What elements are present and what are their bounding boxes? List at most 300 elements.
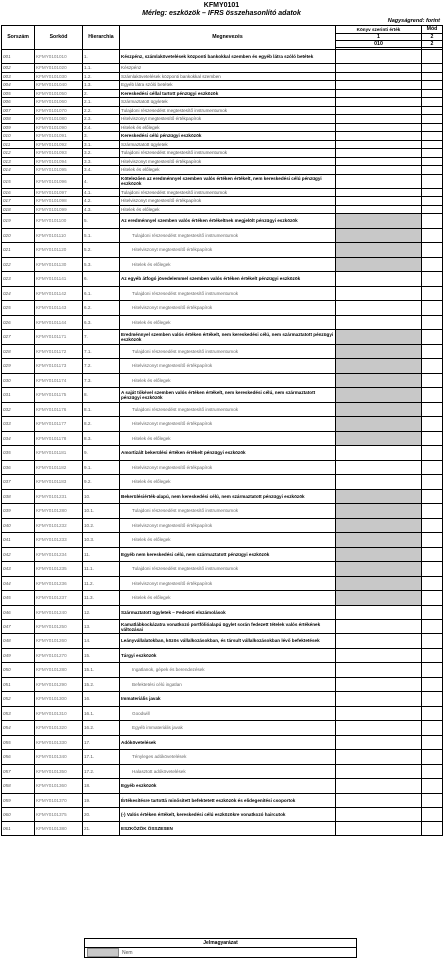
row-description: Hitelviszonyt megtestesítő értékpapírok — [120, 576, 336, 591]
row-description: Az eredménnyel szemben valós értéken értékeltnek megjelölt pénzügyi eszközök — [120, 214, 336, 229]
row-code: KFMY0101235 — [35, 562, 83, 577]
value-cell[interactable] — [336, 591, 422, 606]
mod-cell[interactable] — [422, 344, 443, 359]
row-code: KFMY0101142 — [35, 286, 83, 301]
row-description: Hitelviszonyt megtestesítő értékpapírok — [120, 417, 336, 432]
row-hierarchy: 18. — [83, 779, 120, 794]
mod-cell[interactable] — [422, 721, 443, 736]
mod-cell[interactable] — [422, 166, 443, 175]
value-cell[interactable] — [336, 157, 422, 166]
mod-cell[interactable] — [422, 431, 443, 446]
mod-cell[interactable] — [422, 140, 443, 149]
row-code: KFMY0101237 — [35, 591, 83, 606]
row-description: Hitelek és előlegek — [120, 257, 336, 272]
row-hierarchy: 16. — [83, 692, 120, 707]
mod-cell[interactable] — [422, 89, 443, 98]
col-konyv-num: 1 — [336, 34, 422, 41]
row-number: 002 — [2, 64, 35, 73]
row-number: 055 — [2, 735, 35, 750]
row-number: 060 — [2, 807, 35, 821]
table-row — [2, 123, 443, 132]
mod-cell[interactable] — [422, 81, 443, 90]
mod-cell[interactable] — [422, 315, 443, 330]
row-description: Származtatott ügyletek — [120, 98, 336, 107]
row-description: Goodwill — [120, 706, 336, 721]
value-cell[interactable] — [336, 533, 422, 548]
mod-cell[interactable] — [422, 663, 443, 678]
row-number: 029 — [2, 359, 35, 374]
row-number: 027 — [2, 330, 35, 345]
row-description: Tulajdoni részesedést megtestesítő instrumentumok — [120, 344, 336, 359]
table-row — [2, 735, 443, 750]
value-cell[interactable] — [336, 272, 422, 287]
table-row — [2, 518, 443, 533]
row-hierarchy: 2.4. — [83, 123, 120, 132]
mod-cell[interactable] — [422, 460, 443, 475]
value-cell[interactable] — [336, 446, 422, 461]
value-cell[interactable] — [336, 344, 422, 359]
table-row — [2, 460, 443, 475]
mod-cell[interactable] — [422, 228, 443, 243]
row-code: KFMY0101100 — [35, 214, 83, 229]
mod-cell[interactable] — [422, 591, 443, 606]
row-number: 036 — [2, 460, 35, 475]
table-row — [2, 779, 443, 794]
value-cell[interactable] — [336, 197, 422, 206]
row-code: KFMY0101092 — [35, 140, 83, 149]
value-cell[interactable] — [336, 504, 422, 519]
value-cell[interactable] — [336, 807, 422, 821]
mod-cell[interactable] — [422, 115, 443, 124]
row-number: 022 — [2, 257, 35, 272]
table-row — [2, 205, 443, 214]
mod-cell[interactable] — [422, 286, 443, 301]
table-row — [2, 344, 443, 359]
row-hierarchy: 13. — [83, 620, 120, 634]
row-number: 051 — [2, 677, 35, 692]
row-hierarchy: 9.1. — [83, 460, 120, 475]
value-cell[interactable] — [336, 692, 422, 707]
row-description: Egyéb látra szóló betétek — [120, 81, 336, 90]
row-code: KFMY0101182 — [35, 460, 83, 475]
row-code: KFMY0101091 — [35, 132, 83, 141]
value-cell[interactable] — [336, 50, 422, 64]
mod-cell[interactable] — [422, 373, 443, 388]
row-number: 034 — [2, 431, 35, 446]
mod-cell[interactable] — [422, 533, 443, 548]
row-code: KFMY0101144 — [35, 315, 83, 330]
row-code: KFMY0101030 — [35, 72, 83, 81]
mod-cell[interactable] — [422, 475, 443, 490]
table-row — [2, 475, 443, 490]
value-cell[interactable] — [336, 634, 422, 649]
row-code: KFMY0101070 — [35, 106, 83, 115]
col-mod-code: 2 — [422, 41, 443, 48]
table-row — [2, 72, 443, 81]
row-hierarchy: 11.1. — [83, 562, 120, 577]
col-konyv-code: 010 — [336, 41, 422, 48]
mod-cell[interactable] — [422, 504, 443, 519]
mod-cell[interactable] — [422, 214, 443, 229]
mod-cell[interactable] — [422, 64, 443, 73]
value-cell[interactable] — [336, 72, 422, 81]
row-hierarchy: 1.3. — [83, 81, 120, 90]
value-cell[interactable] — [336, 735, 422, 750]
row-description: Tulajdoni részesedést megtestesítő instrumentumok — [120, 188, 336, 197]
row-description: Tulajdoni részesedést megtestesítő instrumentumok — [120, 562, 336, 577]
mod-cell[interactable] — [422, 547, 443, 562]
row-number: 033 — [2, 417, 35, 432]
table-row — [2, 591, 443, 606]
value-cell[interactable] — [336, 205, 422, 214]
row-code: KFMY0101010 — [35, 50, 83, 64]
mod-cell[interactable] — [422, 793, 443, 807]
row-code: KFMY0101240 — [35, 605, 83, 620]
row-number: 031 — [2, 388, 35, 403]
value-cell[interactable] — [336, 489, 422, 504]
row-number: 016 — [2, 188, 35, 197]
row-number: 008 — [2, 115, 35, 124]
mod-cell[interactable] — [422, 72, 443, 81]
row-code: KFMY0101231 — [35, 489, 83, 504]
row-number: 041 — [2, 533, 35, 548]
table-row — [2, 272, 443, 287]
table-row — [2, 793, 443, 807]
mod-cell[interactable] — [422, 174, 443, 188]
row-hierarchy: 2.3. — [83, 115, 120, 124]
row-description: Immateriális javak — [120, 692, 336, 707]
mod-cell[interactable] — [422, 620, 443, 634]
value-cell[interactable] — [336, 140, 422, 149]
value-cell[interactable] — [336, 106, 422, 115]
row-number: 021 — [2, 243, 35, 258]
row-hierarchy: 10.3. — [83, 533, 120, 548]
mod-cell[interactable] — [422, 605, 443, 620]
row-hierarchy: 17. — [83, 735, 120, 750]
table-row — [2, 373, 443, 388]
table-row — [2, 533, 443, 548]
row-description: Tulajdoni részesedést megtestesítő instrumentumok — [120, 149, 336, 158]
row-number: 038 — [2, 489, 35, 504]
value-cell[interactable] — [336, 764, 422, 779]
mod-cell[interactable] — [422, 677, 443, 692]
mod-cell[interactable] — [422, 576, 443, 591]
row-description: Amortizált bekerülési értéken értékelt pénzügyi eszközök — [120, 446, 336, 461]
mod-cell[interactable] — [422, 417, 443, 432]
mod-cell[interactable] — [422, 98, 443, 107]
value-cell[interactable] — [336, 518, 422, 533]
mod-cell[interactable] — [422, 562, 443, 577]
table-row — [2, 330, 443, 345]
table-row — [2, 807, 443, 821]
row-description: Hitelviszonyt megtestesítő értékpapírok — [120, 460, 336, 475]
mod-cell[interactable] — [422, 50, 443, 64]
value-cell[interactable] — [336, 417, 422, 432]
table-row — [2, 648, 443, 663]
row-number: 057 — [2, 764, 35, 779]
row-code: KFMY0101233 — [35, 533, 83, 548]
row-number: 035 — [2, 446, 35, 461]
mod-cell[interactable] — [422, 257, 443, 272]
mod-cell[interactable] — [422, 446, 443, 461]
value-cell[interactable] — [336, 359, 422, 374]
row-number: 058 — [2, 779, 35, 794]
value-cell[interactable] — [336, 388, 422, 403]
row-code: KFMY0101141 — [35, 272, 83, 287]
col-megnevezes: Megnevezés — [120, 26, 336, 50]
row-description: Hitelek és előlegek — [120, 205, 336, 214]
value-cell[interactable] — [336, 64, 422, 73]
row-hierarchy: 2. — [83, 89, 120, 98]
row-code: KFMY0101290 — [35, 677, 83, 692]
mod-cell[interactable] — [422, 132, 443, 141]
value-cell[interactable] — [336, 706, 422, 721]
row-code: KFMY0101080 — [35, 115, 83, 124]
row-code: KFMY0101096 — [35, 174, 83, 188]
row-description: Származtatott ügyletek — [120, 140, 336, 149]
row-code: KFMY0101060 — [35, 98, 83, 107]
balance-sheet-table — [1, 25, 443, 836]
row-hierarchy: 12. — [83, 605, 120, 620]
row-number: 037 — [2, 475, 35, 490]
mod-cell[interactable] — [422, 764, 443, 779]
row-code: KFMY0101099 — [35, 205, 83, 214]
mod-cell[interactable] — [422, 750, 443, 765]
row-number: 053 — [2, 706, 35, 721]
row-hierarchy: 16.2. — [83, 721, 120, 736]
row-description: Hitelviszonyt megtestesítő értékpapírok — [120, 301, 336, 316]
value-cell[interactable] — [336, 648, 422, 663]
row-number: 032 — [2, 402, 35, 417]
value-cell[interactable] — [336, 98, 422, 107]
mod-cell[interactable] — [422, 106, 443, 115]
mod-cell[interactable] — [422, 807, 443, 821]
row-description: ESZKÖZÖK ÖSSZESEN — [120, 821, 336, 836]
row-hierarchy: 9. — [83, 446, 120, 461]
value-cell[interactable] — [336, 81, 422, 90]
table-row — [2, 677, 443, 692]
value-cell[interactable] — [336, 663, 422, 678]
row-hierarchy: 6.2. — [83, 301, 120, 316]
row-hierarchy: 7.3. — [83, 373, 120, 388]
row-number: 052 — [2, 692, 35, 707]
value-cell[interactable] — [336, 257, 422, 272]
mod-cell[interactable] — [422, 388, 443, 403]
row-number: 030 — [2, 373, 35, 388]
value-cell[interactable] — [336, 562, 422, 577]
row-description: Hitelviszonyt megtestesítő értékpapírok — [120, 197, 336, 206]
table-row — [2, 115, 443, 124]
row-hierarchy: 5.3. — [83, 257, 120, 272]
row-hierarchy: 3.4. — [83, 166, 120, 175]
row-hierarchy: 15.2. — [83, 677, 120, 692]
row-description: Hitelek és előlegek — [120, 166, 336, 175]
mod-cell[interactable] — [422, 359, 443, 374]
mod-cell[interactable] — [422, 157, 443, 166]
mod-cell[interactable] — [422, 634, 443, 649]
value-cell[interactable] — [336, 431, 422, 446]
mod-cell[interactable] — [422, 243, 443, 258]
row-number: 009 — [2, 123, 35, 132]
row-description: Kereskedési célú pénzügyi eszközök — [120, 132, 336, 141]
row-description: Kereskedési céllal tartott pénzügyi eszközök — [120, 89, 336, 98]
row-description: Eredménnyel szemben valós értéken értékelt, nem kereskedési célú, nem származtatott pénzügyi eszközök — [120, 330, 336, 345]
value-cell[interactable] — [336, 286, 422, 301]
value-cell[interactable] — [336, 301, 422, 316]
value-cell[interactable] — [336, 315, 422, 330]
row-number: 020 — [2, 228, 35, 243]
row-description: Értékesítésre tartottá minősített befektetett eszközök és elidegenítési csoportok — [120, 793, 336, 807]
table-row — [2, 257, 443, 272]
row-code: KFMY0101370 — [35, 793, 83, 807]
value-cell[interactable] — [336, 228, 422, 243]
table-row — [2, 243, 443, 258]
mod-cell[interactable] — [422, 821, 443, 836]
value-cell[interactable] — [336, 460, 422, 475]
row-description: A saját tőkével szemben valós értéken értékelt, nem kereskedési célú, nem származtatott pénzügyi eszközök — [120, 388, 336, 403]
legend — [84, 938, 357, 958]
row-description: Egyéb immateriális javak — [120, 721, 336, 736]
row-code: KFMY0101375 — [35, 807, 83, 821]
value-cell[interactable] — [336, 89, 422, 98]
value-cell[interactable] — [336, 123, 422, 132]
row-hierarchy: 11.2. — [83, 576, 120, 591]
value-cell[interactable] — [336, 243, 422, 258]
mod-cell[interactable] — [422, 205, 443, 214]
table-row — [2, 315, 443, 330]
row-description: Hitelviszonyt megtestesítő értékpapírok — [120, 518, 336, 533]
value-cell[interactable] — [336, 779, 422, 794]
mod-cell[interactable] — [422, 301, 443, 316]
value-cell[interactable] — [336, 149, 422, 158]
row-description: Ingatlanok, gépek és berendezések — [120, 663, 336, 678]
row-code: KFMY0101020 — [35, 64, 83, 73]
report-header — [0, 2, 443, 18]
row-number: 050 — [2, 663, 35, 678]
row-code: KFMY0101310 — [35, 706, 83, 721]
row-code: KFMY0101175 — [35, 388, 83, 403]
row-code: KFMY0101130 — [35, 257, 83, 272]
value-cell[interactable] — [336, 576, 422, 591]
value-cell[interactable] — [336, 188, 422, 197]
row-hierarchy: 7.1. — [83, 344, 120, 359]
value-cell[interactable] — [336, 115, 422, 124]
row-number: 010 — [2, 132, 35, 141]
mod-cell[interactable] — [422, 272, 443, 287]
row-description: Az egyéb átfogó jövedelemmel szemben valós értéken értékelt pénzügyi eszközök — [120, 272, 336, 287]
row-description: Tulajdoni részesedést megtestesítő instrumentumok — [120, 504, 336, 519]
row-number: 047 — [2, 620, 35, 634]
row-number: 059 — [2, 793, 35, 807]
value-cell[interactable] — [336, 793, 422, 807]
row-code: KFMY0101320 — [35, 721, 83, 736]
row-description: (-) Valós értéken értékelt, kereskedési célú eszközökre vonatkozó haircutok — [120, 807, 336, 821]
row-number: 012 — [2, 149, 35, 158]
row-number: 039 — [2, 504, 35, 519]
mod-cell[interactable] — [422, 402, 443, 417]
value-cell[interactable] — [336, 166, 422, 175]
row-number: 001 — [2, 50, 35, 64]
row-description: Tulajdoni részesedést megtestesítő instrumentumok — [120, 106, 336, 115]
value-cell[interactable] — [336, 132, 422, 141]
row-description: Hitelek és előlegek — [120, 123, 336, 132]
value-cell[interactable] — [336, 547, 422, 562]
row-description: Hitelviszonyt megtestesítő értékpapírok — [120, 359, 336, 374]
mod-cell[interactable] — [422, 330, 443, 345]
table-row — [2, 547, 443, 562]
mod-cell[interactable] — [422, 518, 443, 533]
row-hierarchy: 4. — [83, 174, 120, 188]
value-cell[interactable] — [336, 605, 422, 620]
mod-cell[interactable] — [422, 648, 443, 663]
value-cell[interactable] — [336, 475, 422, 490]
mod-cell[interactable] — [422, 188, 443, 197]
row-code: KFMY0101040 — [35, 81, 83, 90]
row-description: Tulajdoni részesedést megtestesítő instrumentumok — [120, 228, 336, 243]
value-cell[interactable] — [336, 402, 422, 417]
value-cell[interactable] — [336, 620, 422, 634]
row-code: KFMY0101270 — [35, 648, 83, 663]
table-row — [2, 620, 443, 634]
mod-cell[interactable] — [422, 692, 443, 707]
mod-cell[interactable] — [422, 779, 443, 794]
legend-title: Jelmagyarázat — [85, 939, 356, 948]
row-code: KFMY0101232 — [35, 518, 83, 533]
row-description: Hitelek és előlegek — [120, 431, 336, 446]
table-row — [2, 402, 443, 417]
row-hierarchy: 3.2. — [83, 149, 120, 158]
value-cell[interactable] — [336, 750, 422, 765]
row-description: Tényleges adókövetelések — [120, 750, 336, 765]
value-cell[interactable] — [336, 214, 422, 229]
row-hierarchy: 8.2. — [83, 417, 120, 432]
row-hierarchy: 17.1. — [83, 750, 120, 765]
value-cell[interactable] — [336, 677, 422, 692]
row-hierarchy: 4.2. — [83, 197, 120, 206]
table-row — [2, 692, 443, 707]
row-hierarchy: 6.3. — [83, 315, 120, 330]
mod-cell[interactable] — [422, 489, 443, 504]
row-description: Halasztott adókövetelések — [120, 764, 336, 779]
mod-cell[interactable] — [422, 706, 443, 721]
row-number: 017 — [2, 197, 35, 206]
row-description: Hitelek és előlegek — [120, 373, 336, 388]
mod-cell[interactable] — [422, 149, 443, 158]
row-hierarchy: 7. — [83, 330, 120, 345]
value-cell[interactable] — [336, 330, 422, 345]
table-row — [2, 81, 443, 90]
row-code: KFMY0101234 — [35, 547, 83, 562]
table-row — [2, 489, 443, 504]
row-description: Származtatott ügyletek – Fedezeti elszámolások — [120, 605, 336, 620]
row-number: 006 — [2, 98, 35, 107]
mod-cell[interactable] — [422, 197, 443, 206]
value-cell[interactable] — [336, 721, 422, 736]
value-cell[interactable] — [336, 373, 422, 388]
value-cell[interactable] — [336, 821, 422, 836]
value-cell[interactable] — [336, 174, 422, 188]
table-row — [2, 286, 443, 301]
row-code: KFMY0101171 — [35, 330, 83, 345]
row-code: KFMY0101173 — [35, 359, 83, 374]
table-row — [2, 388, 443, 403]
col-hierarchia: Hierarchia — [83, 26, 120, 50]
mod-cell[interactable] — [422, 123, 443, 132]
table-row — [2, 764, 443, 779]
row-code: KFMY0101250 — [35, 620, 83, 634]
mod-cell[interactable] — [422, 735, 443, 750]
row-code: KFMY0101340 — [35, 750, 83, 765]
